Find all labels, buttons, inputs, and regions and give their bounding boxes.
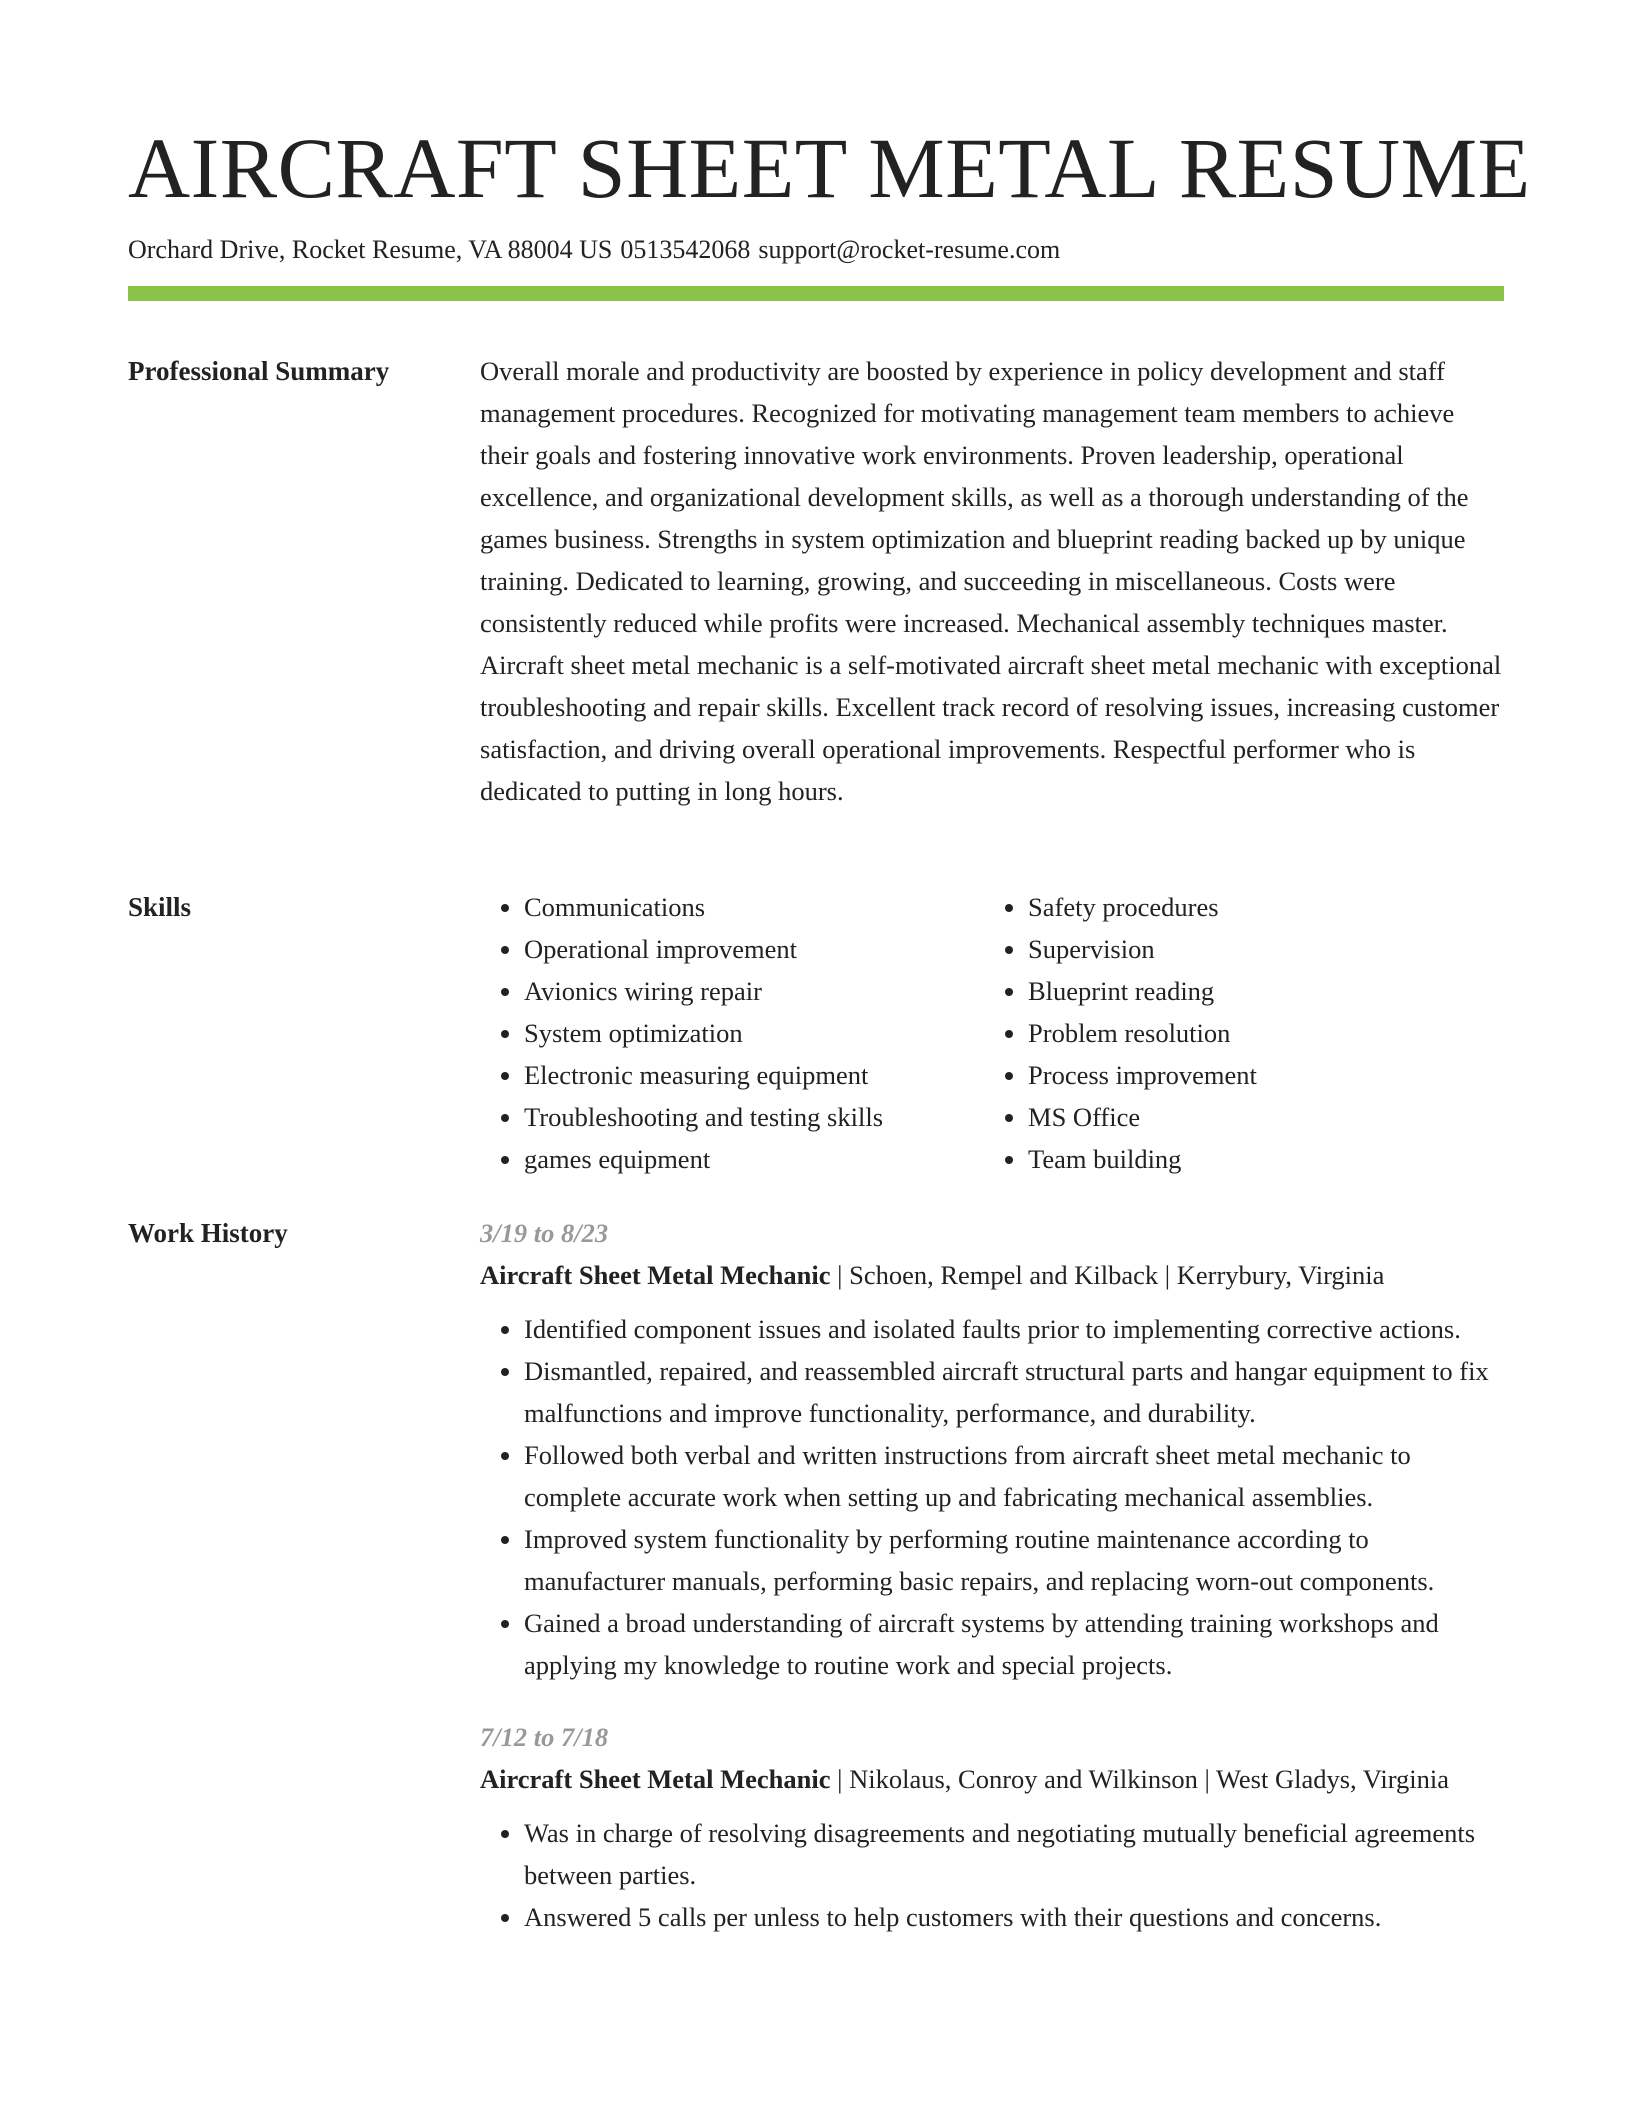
- job-location: West Gladys, Virginia: [1216, 1764, 1450, 1794]
- skill-item: • Avionics wiring repair: [524, 970, 984, 1012]
- job-location: Kerrybury, Virginia: [1176, 1260, 1385, 1290]
- skill-item: • games equipment: [524, 1138, 984, 1180]
- job-title: Aircraft Sheet Metal Mechanic: [480, 1260, 831, 1290]
- contact-phone: 0513542068: [620, 235, 751, 264]
- skills-columns: [480, 886, 1504, 1180]
- job-bullet: • Improved system functionality by performing routine maintenance according to manufacturer manuals, performing basic repairs, and replacing worn-out components.: [524, 1518, 1504, 1602]
- job-bullet: • Identified component issues and isolated faults prior to implementing corrective actions.: [524, 1308, 1504, 1350]
- summary-text: Overall morale and productivity are boosted by experience in policy development and staff management procedures. Recognized for motivating management team members to achieve their goals and fostering innovative work environments. Proven leadership, operational excellence, and organizational development skills, as well as a thorough understanding of the games business. Strengths in system optimization and blueprint reading backed up by unique training. Dedicated to learning, growing, and succeeding in miscellaneous. Costs were consistently reduced while profits were increased. Mechanical assembly techniques master. Aircraft sheet metal mechanic is a self-motivated aircraft sheet metal mechanic with exceptional troubleshooting and repair skills. Excellent track record of resolving issues, increasing customer satisfaction, and driving overall operational improvements. Respectful performer who is dedicated to putting in long hours.: [480, 356, 1502, 806]
- summary-body: [480, 350, 1504, 812]
- job-dates: 3/19 to 8/23: [480, 1218, 609, 1248]
- skills-list-left: [480, 886, 984, 1180]
- skills-heading: Skills: [128, 892, 192, 922]
- skill-item: • Problem resolution: [1028, 1012, 1488, 1054]
- work-history-heading: Work History: [128, 1218, 288, 1248]
- skill-item: • System optimization: [524, 1012, 984, 1054]
- job-bullet: • Gained a broad understanding of aircraft systems by attending training workshops and applying my knowledge to routine work and special projects.: [524, 1602, 1504, 1686]
- skills-list-right: [984, 886, 1488, 1180]
- header-divider: [128, 286, 1504, 301]
- job-bullet: • Followed both verbal and written instructions from aircraft sheet metal mechanic to complete accurate work when setting up and fabricating mechanical assemblies.: [524, 1434, 1504, 1518]
- resume-title: AIRCRAFT SHEET METAL RESUME: [128, 120, 1531, 216]
- contact-email[interactable]: support@rocket-resume.com: [758, 235, 1061, 264]
- job-company: Nikolaus, Conroy and Wilkinson: [849, 1764, 1198, 1794]
- job-bullets: [480, 1308, 1504, 1686]
- job-title-line: [480, 1758, 1504, 1800]
- job-entry: [480, 1212, 1504, 1686]
- contact-line: [128, 232, 1060, 268]
- job-bullet: • Dismantled, repaired, and reassembled aircraft structural parts and hangar equipment to fix malfunctions and improve functionality, performance, and durability.: [524, 1350, 1504, 1434]
- skill-item: • Process improvement: [1028, 1054, 1488, 1096]
- job-separator: |: [1204, 1764, 1210, 1794]
- job-dates: 7/12 to 7/18: [480, 1722, 609, 1752]
- job-separator: |: [837, 1260, 843, 1290]
- job-entry: [480, 1716, 1504, 1938]
- skills-body: [480, 886, 1504, 1180]
- skill-item: • Blueprint reading: [1028, 970, 1488, 1012]
- skill-item: • MS Office: [1028, 1096, 1488, 1138]
- job-bullet: • Was in charge of resolving disagreements and negotiating mutually beneficial agreements between parties.: [524, 1812, 1504, 1896]
- contact-address: Orchard Drive, Rocket Resume, VA 88004 US: [128, 235, 613, 264]
- skill-item: • Electronic measuring equipment: [524, 1054, 984, 1096]
- skill-item: • Operational improvement: [524, 928, 984, 970]
- skill-item: • Safety procedures: [1028, 886, 1488, 928]
- skill-item: • Supervision: [1028, 928, 1488, 970]
- job-separator: |: [837, 1764, 843, 1794]
- skill-item: • Communications: [524, 886, 984, 928]
- job-title-line: [480, 1254, 1504, 1296]
- job-bullets: [480, 1812, 1504, 1938]
- job-company: Schoen, Rempel and Kilback: [849, 1260, 1159, 1290]
- job-bullet: • Answered 5 calls per unless to help customers with their questions and concerns.: [524, 1896, 1504, 1938]
- skill-item: • Troubleshooting and testing skills: [524, 1096, 984, 1138]
- summary-heading: Professional Summary: [128, 356, 390, 386]
- job-title: Aircraft Sheet Metal Mechanic: [480, 1764, 831, 1794]
- work-history-body: [480, 1212, 1504, 1968]
- skill-item: • Team building: [1028, 1138, 1488, 1180]
- job-separator: |: [1164, 1260, 1171, 1290]
